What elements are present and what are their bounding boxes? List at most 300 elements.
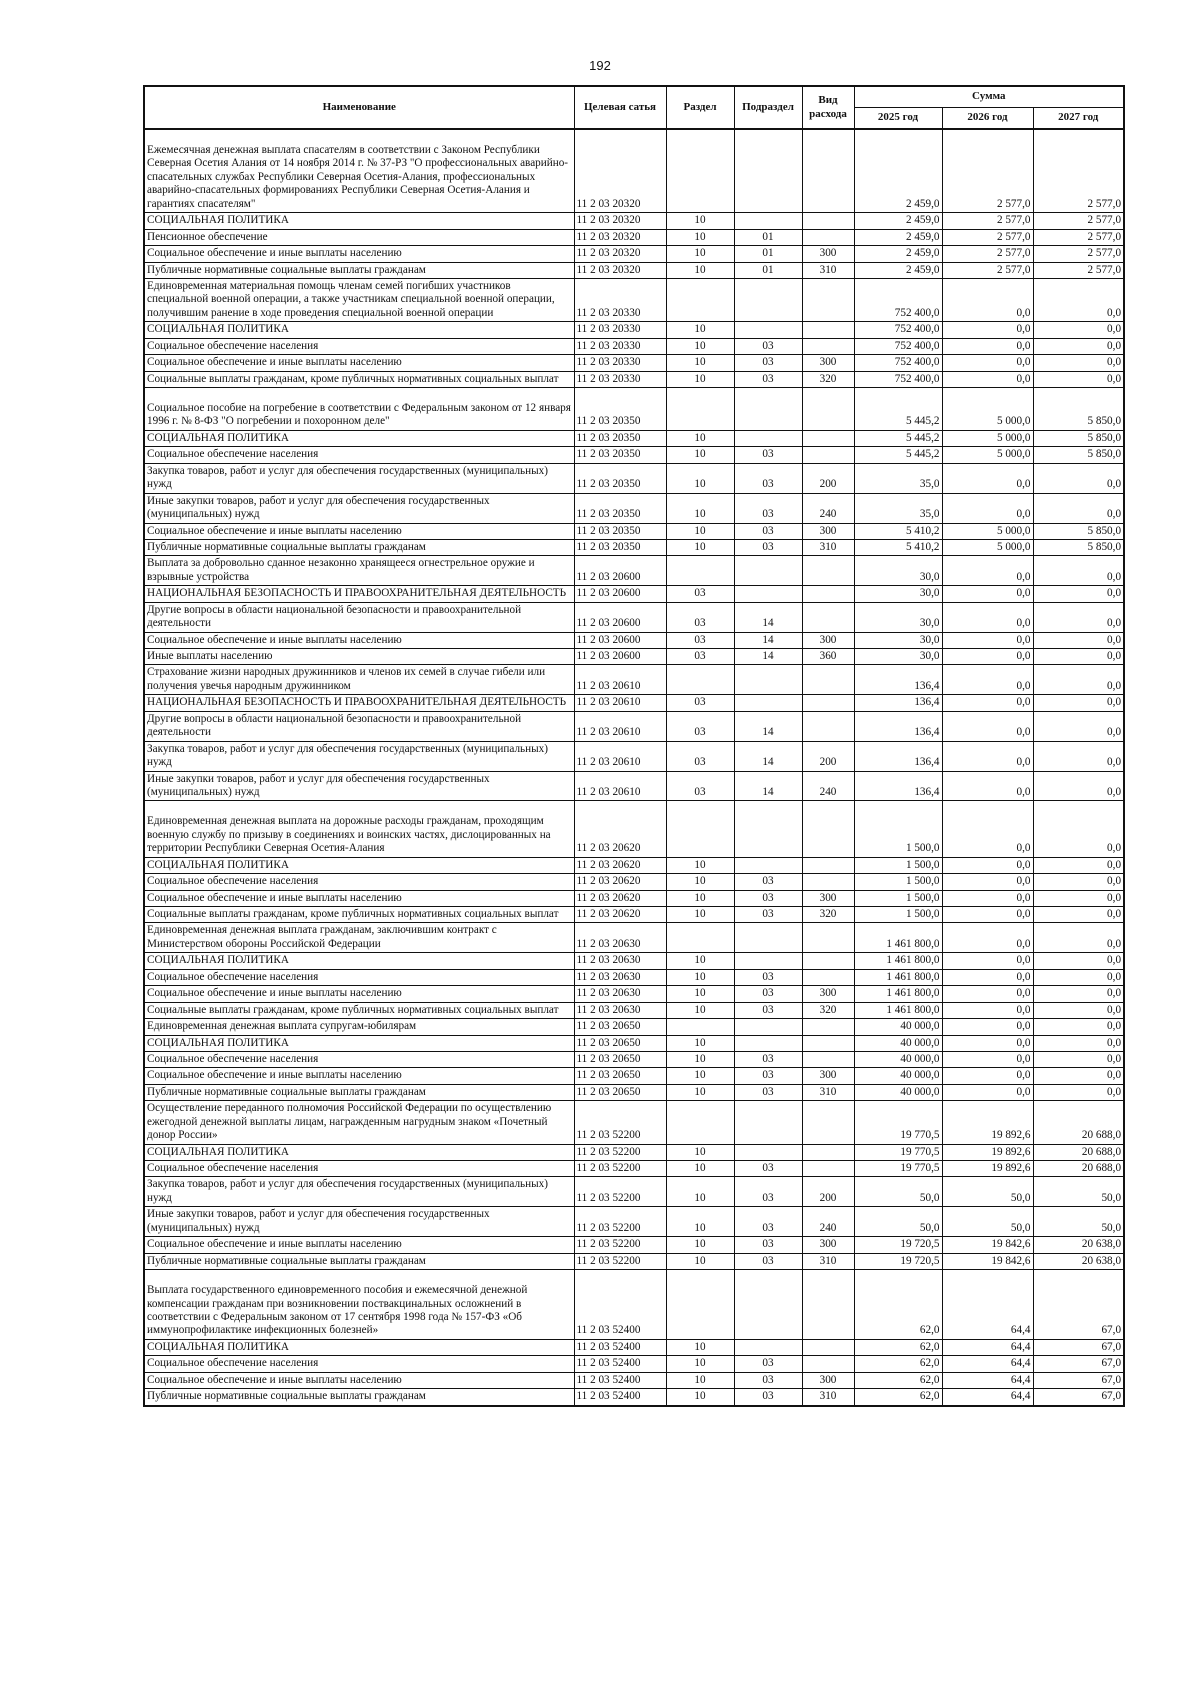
row-sum-2025: 1 461 800,0 (854, 1002, 942, 1018)
row-type (802, 1339, 854, 1355)
row-type (802, 695, 854, 711)
row-sum-2026: 5 000,0 (942, 447, 1033, 463)
row-name: Социальное пособие на погребение в соответствии с Федеральным законом от 12 января 1996 г. № 8-ФЗ "О погребении и похоронном деле" (144, 388, 574, 431)
row-name: Единовременная денежная выплата гражданам, заключившим контракт с Министерством обороны Российской Федерации (144, 923, 574, 953)
row-sum-2026: 0,0 (942, 771, 1033, 801)
row-sum-2027: 5 850,0 (1033, 447, 1124, 463)
row-type: 310 (802, 1084, 854, 1100)
row-target-code: 11 2 03 52200 (574, 1253, 666, 1269)
row-subsection: 03 (734, 1207, 802, 1237)
row-type: 240 (802, 1207, 854, 1237)
row-target-code: 11 2 03 20350 (574, 463, 666, 493)
row-name: СОЦИАЛЬНАЯ ПОЛИТИКА (144, 1144, 574, 1160)
row-subsection: 03 (734, 1253, 802, 1269)
row-section (666, 129, 734, 213)
row-sum-2027: 0,0 (1033, 801, 1124, 857)
row-subsection: 14 (734, 741, 802, 771)
row-section: 03 (666, 586, 734, 602)
table-body (144, 129, 1124, 1406)
row-name: Социальное обеспечение населения (144, 874, 574, 890)
row-subsection (734, 388, 802, 431)
row-sum-2027: 2 577,0 (1033, 262, 1124, 278)
row-sum-2026: 2 577,0 (942, 262, 1033, 278)
table-row (144, 632, 1124, 648)
row-section: 10 (666, 907, 734, 923)
row-sum-2025: 1 461 800,0 (854, 923, 942, 953)
row-target-code: 11 2 03 20600 (574, 649, 666, 665)
row-sum-2027: 0,0 (1033, 857, 1124, 873)
row-sum-2025: 40 000,0 (854, 1035, 942, 1051)
row-name: СОЦИАЛЬНАЯ ПОЛИТИКА (144, 322, 574, 338)
row-name: Публичные нормативные социальные выплаты гражданам (144, 262, 574, 278)
row-target-code: 11 2 03 20350 (574, 523, 666, 539)
row-type (802, 322, 854, 338)
table-row (144, 1253, 1124, 1269)
row-type (802, 874, 854, 890)
row-sum-2026: 0,0 (942, 649, 1033, 665)
table-row (144, 129, 1124, 213)
row-sum-2025: 40 000,0 (854, 1019, 942, 1035)
row-target-code: 11 2 03 52200 (574, 1161, 666, 1177)
row-type: 320 (802, 907, 854, 923)
row-sum-2026: 0,0 (942, 632, 1033, 648)
row-section (666, 1101, 734, 1144)
row-sum-2026: 0,0 (942, 953, 1033, 969)
row-sum-2025: 30,0 (854, 556, 942, 586)
row-name: Публичные нормативные социальные выплаты гражданам (144, 1389, 574, 1406)
row-type (802, 665, 854, 695)
row-section: 10 (666, 1035, 734, 1051)
row-target-code: 11 2 03 20350 (574, 388, 666, 431)
row-subsection: 03 (734, 1084, 802, 1100)
row-sum-2027: 0,0 (1033, 874, 1124, 890)
row-name: Социальное обеспечение и иные выплаты населению (144, 890, 574, 906)
table-row (144, 246, 1124, 262)
row-target-code: 11 2 03 20630 (574, 969, 666, 985)
row-name: Иные выплаты населению (144, 649, 574, 665)
row-sum-2026: 0,0 (942, 322, 1033, 338)
row-subsection: 01 (734, 229, 802, 245)
row-subsection (734, 923, 802, 953)
row-section: 10 (666, 1207, 734, 1237)
row-section: 10 (666, 493, 734, 523)
row-sum-2025: 136,4 (854, 695, 942, 711)
row-sum-2026: 0,0 (942, 1068, 1033, 1084)
row-target-code: 11 2 03 20650 (574, 1084, 666, 1100)
row-target-code: 11 2 03 20630 (574, 986, 666, 1002)
row-type: 200 (802, 1177, 854, 1207)
row-sum-2026: 50,0 (942, 1207, 1033, 1237)
row-sum-2027: 0,0 (1033, 1068, 1124, 1084)
row-sum-2026: 64,4 (942, 1270, 1033, 1340)
row-sum-2027: 0,0 (1033, 649, 1124, 665)
row-sum-2027: 0,0 (1033, 1002, 1124, 1018)
row-subsection (734, 801, 802, 857)
row-target-code: 11 2 03 20350 (574, 447, 666, 463)
row-name: Публичные нормативные социальные выплаты гражданам (144, 1253, 574, 1269)
row-subsection: 03 (734, 986, 802, 1002)
table-row (144, 1237, 1124, 1253)
row-sum-2027: 50,0 (1033, 1177, 1124, 1207)
row-sum-2026: 2 577,0 (942, 229, 1033, 245)
row-target-code: 11 2 03 20650 (574, 1019, 666, 1035)
row-subsection (734, 129, 802, 213)
row-sum-2025: 5 445,2 (854, 447, 942, 463)
table-row (144, 213, 1124, 229)
row-name: Социальное обеспечение населения (144, 1356, 574, 1372)
row-name: СОЦИАЛЬНАЯ ПОЛИТИКА (144, 953, 574, 969)
row-name: Социальное обеспечение и иные выплаты населению (144, 1237, 574, 1253)
row-sum-2027: 67,0 (1033, 1372, 1124, 1388)
table-row (144, 355, 1124, 371)
row-type (802, 1270, 854, 1340)
row-subsection: 03 (734, 539, 802, 555)
row-sum-2026: 0,0 (942, 874, 1033, 890)
row-sum-2025: 5 410,2 (854, 539, 942, 555)
row-section: 03 (666, 741, 734, 771)
row-subsection (734, 1035, 802, 1051)
row-type (802, 430, 854, 446)
row-subsection: 01 (734, 262, 802, 278)
row-section: 10 (666, 969, 734, 985)
row-sum-2025: 1 500,0 (854, 907, 942, 923)
row-sum-2025: 1 461 800,0 (854, 969, 942, 985)
row-sum-2025: 62,0 (854, 1389, 942, 1406)
row-type (802, 1356, 854, 1372)
row-sum-2026: 64,4 (942, 1389, 1033, 1406)
row-name: Иные закупки товаров, работ и услуг для обеспечения государственных (муниципальных) нужд (144, 1207, 574, 1237)
row-subsection (734, 586, 802, 602)
table-row (144, 556, 1124, 586)
row-sum-2026: 5 000,0 (942, 539, 1033, 555)
row-section: 10 (666, 1068, 734, 1084)
row-sum-2025: 752 400,0 (854, 355, 942, 371)
row-type (802, 388, 854, 431)
row-type: 310 (802, 1389, 854, 1406)
row-sum-2026: 0,0 (942, 986, 1033, 1002)
row-sum-2025: 752 400,0 (854, 278, 942, 321)
row-target-code: 11 2 03 52200 (574, 1101, 666, 1144)
row-type (802, 1161, 854, 1177)
row-name: СОЦИАЛЬНАЯ ПОЛИТИКА (144, 430, 574, 446)
row-section: 10 (666, 986, 734, 1002)
row-type: 300 (802, 986, 854, 1002)
row-section (666, 1019, 734, 1035)
table-row (144, 1019, 1124, 1035)
row-sum-2025: 62,0 (854, 1270, 942, 1340)
row-type (802, 602, 854, 632)
row-subsection: 03 (734, 1177, 802, 1207)
row-sum-2026: 0,0 (942, 711, 1033, 741)
table-row (144, 388, 1124, 431)
row-sum-2025: 19 770,5 (854, 1144, 942, 1160)
row-subsection (734, 1019, 802, 1035)
row-name: НАЦИОНАЛЬНАЯ БЕЗОПАСНОСТЬ И ПРАВООХРАНИТЕЛЬНАЯ ДЕЯТЕЛЬНОСТЬ (144, 586, 574, 602)
row-name: Социальные выплаты гражданам, кроме публичных нормативных социальных выплат (144, 907, 574, 923)
row-subsection: 03 (734, 1356, 802, 1372)
row-type: 360 (802, 649, 854, 665)
table-header (144, 86, 1124, 129)
row-sum-2027: 5 850,0 (1033, 539, 1124, 555)
row-sum-2025: 752 400,0 (854, 338, 942, 354)
row-type: 310 (802, 262, 854, 278)
row-sum-2026: 0,0 (942, 493, 1033, 523)
row-sum-2027: 67,0 (1033, 1389, 1124, 1406)
row-sum-2027: 0,0 (1033, 371, 1124, 387)
table-row (144, 338, 1124, 354)
row-sum-2026: 0,0 (942, 355, 1033, 371)
table-row (144, 801, 1124, 857)
row-name: Социальное обеспечение населения (144, 969, 574, 985)
row-sum-2026: 0,0 (942, 923, 1033, 953)
table-row (144, 1084, 1124, 1100)
row-sum-2025: 2 459,0 (854, 229, 942, 245)
table-row (144, 322, 1124, 338)
header-2026: 2026 год (942, 108, 1033, 130)
row-section: 10 (666, 1177, 734, 1207)
row-name: Другие вопросы в области национальной безопасности и правоохранительной деятельности (144, 602, 574, 632)
row-section: 10 (666, 890, 734, 906)
row-target-code: 11 2 03 20350 (574, 430, 666, 446)
row-sum-2025: 30,0 (854, 586, 942, 602)
row-target-code: 11 2 03 20620 (574, 907, 666, 923)
table-row (144, 1270, 1124, 1340)
row-name: Социальные выплаты гражданам, кроме публичных нормативных социальных выплат (144, 1002, 574, 1018)
table-row (144, 1389, 1124, 1406)
row-name: Социальное обеспечение и иные выплаты населению (144, 355, 574, 371)
row-section: 10 (666, 1339, 734, 1355)
row-sum-2026: 0,0 (942, 857, 1033, 873)
row-section: 10 (666, 1084, 734, 1100)
header-type: Вид расхода (802, 86, 854, 129)
row-name: Закупка товаров, работ и услуг для обеспечения государственных (муниципальных) нужд (144, 463, 574, 493)
row-sum-2027: 0,0 (1033, 1051, 1124, 1067)
row-subsection: 14 (734, 649, 802, 665)
row-name: Социальное обеспечение и иные выплаты населению (144, 523, 574, 539)
row-sum-2027: 0,0 (1033, 986, 1124, 1002)
row-sum-2025: 1 461 800,0 (854, 986, 942, 1002)
row-target-code: 11 2 03 20330 (574, 371, 666, 387)
row-type (802, 1101, 854, 1144)
row-target-code: 11 2 03 20620 (574, 874, 666, 890)
row-sum-2027: 0,0 (1033, 1035, 1124, 1051)
row-subsection: 03 (734, 355, 802, 371)
row-subsection: 03 (734, 874, 802, 890)
row-sum-2025: 2 459,0 (854, 262, 942, 278)
row-sum-2025: 19 720,5 (854, 1253, 942, 1269)
row-name: Единовременная материальная помощь членам семей погибших участников специальной военной операции, а также участникам специальной военной операции, получившим ранение в ходе проведения специальной военной операции (144, 278, 574, 321)
table-row (144, 262, 1124, 278)
table-row (144, 741, 1124, 771)
row-section (666, 923, 734, 953)
table-row (144, 523, 1124, 539)
row-type: 300 (802, 523, 854, 539)
table-row (144, 890, 1124, 906)
row-sum-2026: 19 842,6 (942, 1237, 1033, 1253)
row-sum-2026: 0,0 (942, 586, 1033, 602)
table-row (144, 1356, 1124, 1372)
row-subsection (734, 1144, 802, 1160)
row-sum-2027: 0,0 (1033, 355, 1124, 371)
row-type (802, 213, 854, 229)
row-section: 10 (666, 463, 734, 493)
row-subsection (734, 695, 802, 711)
row-name: Социальное обеспечение и иные выплаты населению (144, 246, 574, 262)
row-sum-2026: 19 892,6 (942, 1144, 1033, 1160)
row-sum-2026: 64,4 (942, 1356, 1033, 1372)
row-sum-2025: 1 461 800,0 (854, 953, 942, 969)
table-row (144, 602, 1124, 632)
row-type: 300 (802, 246, 854, 262)
row-target-code: 11 2 03 52200 (574, 1177, 666, 1207)
row-type (802, 953, 854, 969)
row-sum-2026: 0,0 (942, 556, 1033, 586)
row-name: Единовременная денежная выплата на дорожные расходы гражданам, проходящим военную службу по призыву в соединениях и воинских частях, дислоцированных на территории Республики Северная Осетия-Алания (144, 801, 574, 857)
row-sum-2027: 0,0 (1033, 338, 1124, 354)
row-sum-2027: 0,0 (1033, 695, 1124, 711)
row-target-code: 11 2 03 20320 (574, 213, 666, 229)
row-name: Иные закупки товаров, работ и услуг для обеспечения государственных (муниципальных) нужд (144, 493, 574, 523)
row-sum-2027: 0,0 (1033, 890, 1124, 906)
row-subsection: 03 (734, 447, 802, 463)
table-row (144, 649, 1124, 665)
row-target-code: 11 2 03 20630 (574, 923, 666, 953)
row-subsection: 03 (734, 890, 802, 906)
row-section (666, 1270, 734, 1340)
row-section: 03 (666, 632, 734, 648)
row-sum-2027: 20 688,0 (1033, 1101, 1124, 1144)
row-sum-2025: 30,0 (854, 632, 942, 648)
row-target-code: 11 2 03 20320 (574, 262, 666, 278)
row-subsection: 01 (734, 246, 802, 262)
row-section: 10 (666, 262, 734, 278)
row-target-code: 11 2 03 20650 (574, 1068, 666, 1084)
row-sum-2026: 19 892,6 (942, 1101, 1033, 1144)
table-row (144, 1035, 1124, 1051)
row-sum-2026: 0,0 (942, 1002, 1033, 1018)
row-name: СОЦИАЛЬНАЯ ПОЛИТИКА (144, 857, 574, 873)
row-sum-2025: 35,0 (854, 493, 942, 523)
row-sum-2027: 5 850,0 (1033, 388, 1124, 431)
row-name: Выплата государственного единовременного пособия и ежемесячной денежной компенсации гражданам при возникновении поствакцинальных осложнений в соответствии с Федеральным законом от 17 сентября 1998 года № 157-ФЗ «Об иммунопрофилактике инфекционных болезней» (144, 1270, 574, 1340)
row-sum-2025: 40 000,0 (854, 1084, 942, 1100)
row-section: 03 (666, 602, 734, 632)
row-target-code: 11 2 03 20610 (574, 665, 666, 695)
row-sum-2026: 19 892,6 (942, 1161, 1033, 1177)
table-row (144, 986, 1124, 1002)
row-target-code: 11 2 03 20620 (574, 801, 666, 857)
row-target-code: 11 2 03 52400 (574, 1339, 666, 1355)
row-subsection (734, 857, 802, 873)
row-sum-2025: 50,0 (854, 1207, 942, 1237)
row-sum-2025: 62,0 (854, 1372, 942, 1388)
row-target-code: 11 2 03 20600 (574, 556, 666, 586)
row-type: 200 (802, 463, 854, 493)
row-sum-2025: 35,0 (854, 463, 942, 493)
row-name: Страхование жизни народных дружинников и членов их семей в случае гибели или получения увечья народным дружинником (144, 665, 574, 695)
table-row (144, 278, 1124, 321)
row-name: Выплата за добровольно сданное незаконно хранящееся огнестрельное оружие и взрывные устройства (144, 556, 574, 586)
row-subsection (734, 556, 802, 586)
row-section (666, 665, 734, 695)
header-subsection: Подраздел (734, 86, 802, 129)
row-type (802, 969, 854, 985)
row-sum-2025: 5 445,2 (854, 430, 942, 446)
row-sum-2025: 2 459,0 (854, 129, 942, 213)
row-section: 10 (666, 857, 734, 873)
row-name: Закупка товаров, работ и услуг для обеспечения государственных (муниципальных) нужд (144, 1177, 574, 1207)
row-sum-2026: 19 842,6 (942, 1253, 1033, 1269)
row-sum-2027: 0,0 (1033, 556, 1124, 586)
row-subsection: 03 (734, 523, 802, 539)
row-subsection: 03 (734, 493, 802, 523)
row-type: 300 (802, 1372, 854, 1388)
row-subsection: 14 (734, 602, 802, 632)
table-row (144, 711, 1124, 741)
row-subsection (734, 1101, 802, 1144)
row-section: 10 (666, 1372, 734, 1388)
row-sum-2027: 2 577,0 (1033, 246, 1124, 262)
row-sum-2026: 0,0 (942, 278, 1033, 321)
row-sum-2026: 2 577,0 (942, 129, 1033, 213)
table-row (144, 1051, 1124, 1067)
row-sum-2025: 1 500,0 (854, 874, 942, 890)
row-target-code: 11 2 03 20600 (574, 632, 666, 648)
row-target-code: 11 2 03 52400 (574, 1389, 666, 1406)
row-target-code: 11 2 03 20630 (574, 1002, 666, 1018)
table-row (144, 1101, 1124, 1144)
row-sum-2025: 136,4 (854, 711, 942, 741)
row-section: 03 (666, 771, 734, 801)
row-name: НАЦИОНАЛЬНАЯ БЕЗОПАСНОСТЬ И ПРАВООХРАНИТЕЛЬНАЯ ДЕЯТЕЛЬНОСТЬ (144, 695, 574, 711)
row-subsection: 03 (734, 371, 802, 387)
row-sum-2025: 19 770,5 (854, 1101, 942, 1144)
row-type: 320 (802, 1002, 854, 1018)
row-type: 240 (802, 493, 854, 523)
row-sum-2027: 0,0 (1033, 586, 1124, 602)
row-name: Единовременная денежная выплата супругам-юбилярам (144, 1019, 574, 1035)
row-sum-2025: 62,0 (854, 1356, 942, 1372)
row-section: 10 (666, 1237, 734, 1253)
row-subsection: 03 (734, 1002, 802, 1018)
row-sum-2027: 20 638,0 (1033, 1253, 1124, 1269)
row-subsection: 14 (734, 711, 802, 741)
row-sum-2027: 0,0 (1033, 1019, 1124, 1035)
row-name: Социальное обеспечение и иные выплаты населению (144, 1372, 574, 1388)
row-sum-2027: 0,0 (1033, 923, 1124, 953)
row-target-code: 11 2 03 52400 (574, 1372, 666, 1388)
row-type: 240 (802, 771, 854, 801)
row-target-code: 11 2 03 20630 (574, 953, 666, 969)
row-sum-2025: 30,0 (854, 602, 942, 632)
row-section: 10 (666, 1051, 734, 1067)
row-sum-2027: 50,0 (1033, 1207, 1124, 1237)
row-section: 10 (666, 1356, 734, 1372)
table-row (144, 1161, 1124, 1177)
row-sum-2025: 1 500,0 (854, 857, 942, 873)
row-section: 10 (666, 447, 734, 463)
table-row (144, 953, 1124, 969)
row-sum-2025: 752 400,0 (854, 371, 942, 387)
row-subsection: 03 (734, 1372, 802, 1388)
row-section: 10 (666, 322, 734, 338)
row-name: Публичные нормативные социальные выплаты гражданам (144, 539, 574, 555)
row-sum-2027: 0,0 (1033, 953, 1124, 969)
header-name: Наименование (144, 86, 574, 129)
row-sum-2027: 0,0 (1033, 711, 1124, 741)
row-target-code: 11 2 03 20620 (574, 890, 666, 906)
row-sum-2026: 0,0 (942, 907, 1033, 923)
